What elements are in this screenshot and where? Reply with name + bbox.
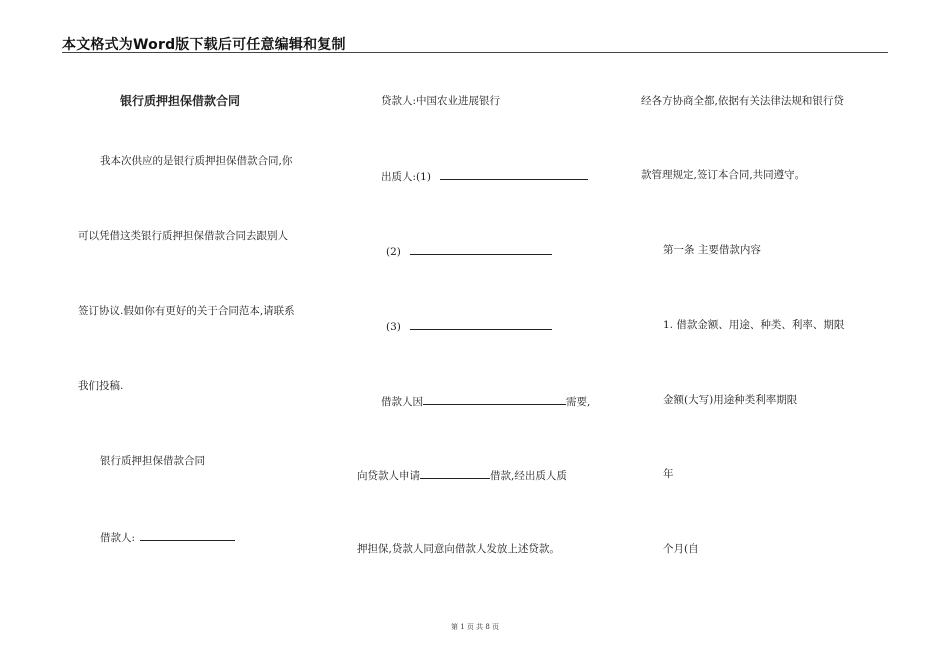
pledge-guarantee-line: 押担保,贷款人同意向借款人发放上述贷款。: [357, 543, 560, 555]
loan-apply-line: [357, 467, 567, 483]
document-header-title: 本文格式为Word版下载后可任意编辑和复制: [62, 37, 346, 53]
loan-purpose-blank: [423, 393, 566, 405]
borrower-line: [100, 529, 235, 545]
pledgor-2-label: (2): [386, 246, 401, 258]
intro-line-4: 我们投稿.: [78, 380, 124, 392]
pledgor-1-label: 出质人:(1): [381, 171, 431, 183]
pledgor-2-line: [386, 243, 552, 259]
loan-apply-label-start: 向贷款人申请: [357, 470, 420, 482]
pledgor-1-line: [381, 168, 588, 184]
pledgor-2-blank: [410, 243, 552, 255]
term-year: 年: [663, 468, 674, 480]
loan-purpose-line: [381, 393, 590, 409]
article-1-item-1: 1. 借款金额、用途、种类、利率、期限: [663, 319, 845, 331]
term-month: 个月(自: [663, 543, 699, 555]
loan-purpose-label-start: 借款人因: [381, 396, 423, 408]
pledgor-3-line: [386, 318, 552, 334]
lender-line: 贷款人:中国农业进展银行: [381, 95, 501, 107]
header-divider: [62, 52, 888, 53]
pledgor-3-blank: [410, 318, 552, 330]
contract-title: 银行质押担保借款合同: [120, 94, 241, 108]
borrower-label: 借款人:: [100, 532, 136, 544]
pledgor-3-label: (3): [386, 321, 401, 333]
page-number: 第 1 页 共 8 页: [450, 623, 500, 631]
borrower-blank: [140, 529, 235, 541]
intro-line-2: 可以凭借这类银行质押担保借款合同去跟别人: [78, 230, 288, 242]
loan-fields-header: 金额(大写)用途种类利率期限: [663, 394, 798, 406]
loan-purpose-label-end: 需要,: [566, 396, 591, 408]
contract-subtitle: 银行质押担保借款合同: [100, 455, 205, 467]
intro-line-3: 签订协议.假如你有更好的关于合同范本,请联系: [78, 305, 295, 317]
pledgor-1-blank: [440, 168, 588, 180]
article-1-heading: 第一条 主要借款内容: [663, 244, 761, 256]
intro-line-1: 我本次供应的是银行质押担保借款合同,你: [100, 155, 293, 167]
loan-apply-label-end: 借款,经出质人质: [490, 470, 567, 482]
agreement-line-1: 经各方协商全都,依据有关法律法规和银行贷: [641, 95, 844, 107]
agreement-line-2: 款管理规定,签订本合同,共同遵守。: [641, 169, 806, 181]
loan-amount-blank: [420, 467, 490, 479]
